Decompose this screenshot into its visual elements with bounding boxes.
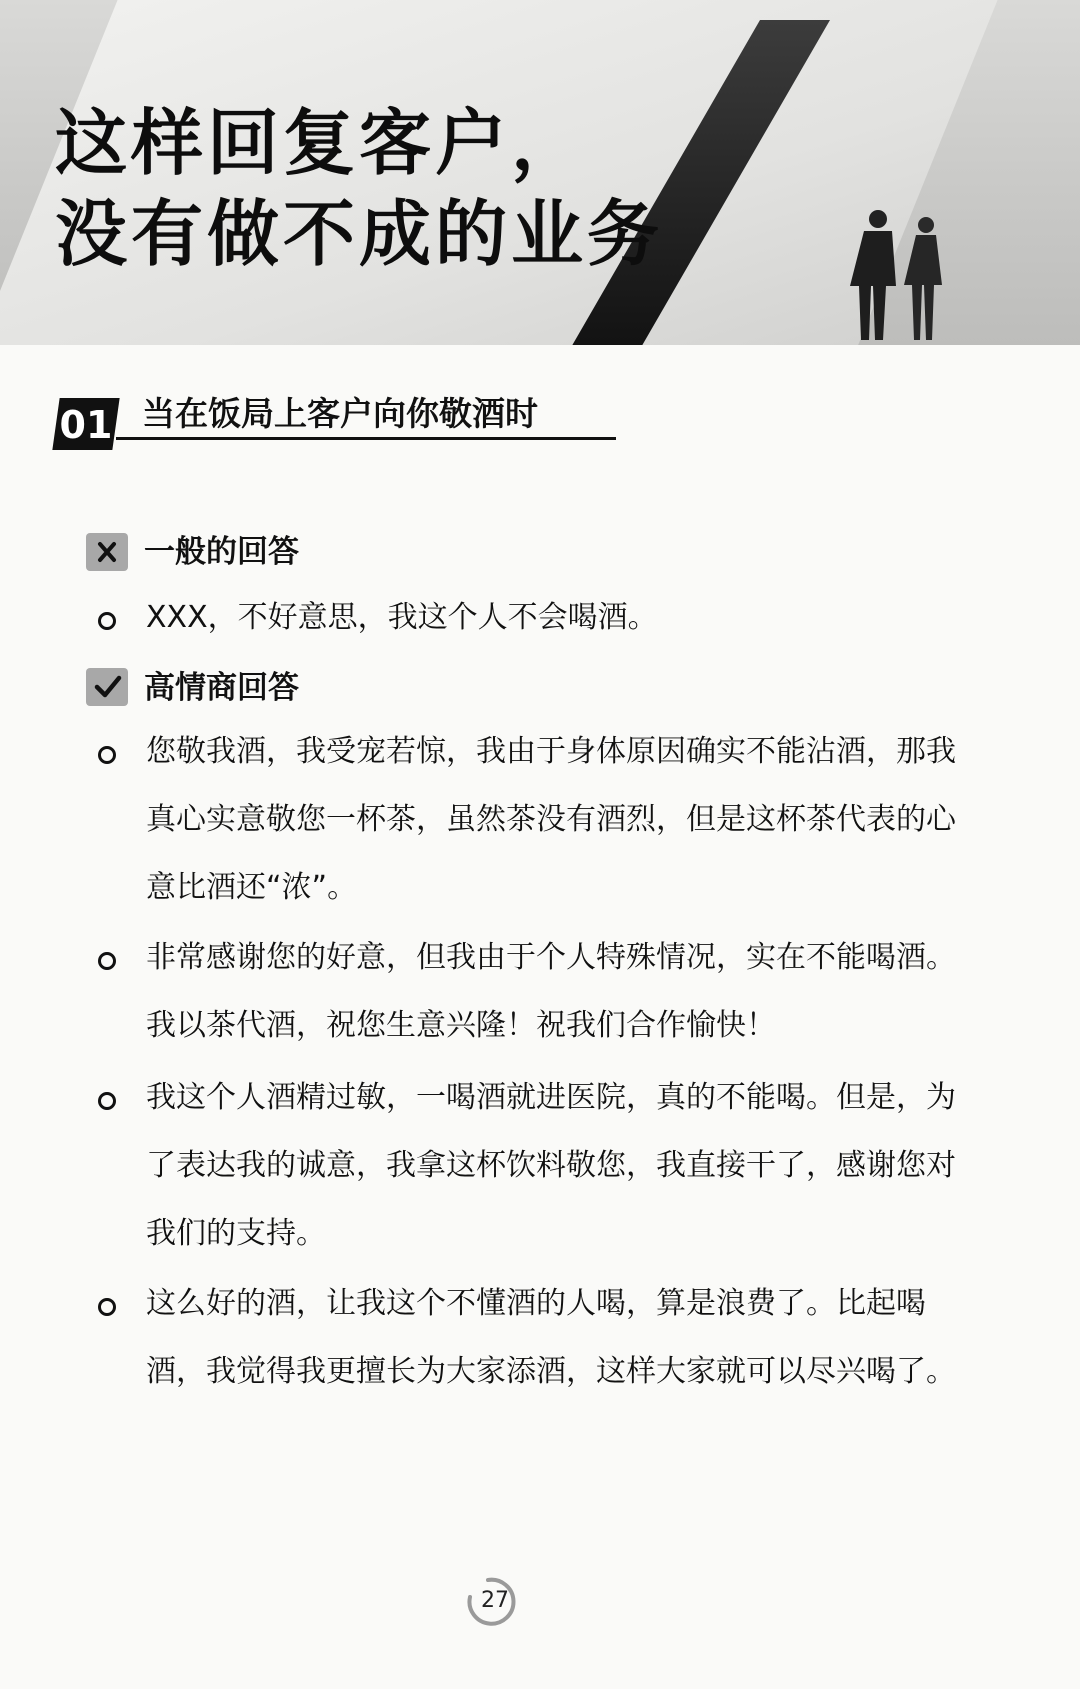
- list-item-text: 这么好的酒，让我这个不懂酒的人喝，算是浪费了。比起喝酒，我觉得我更擅长为大家添酒，这样大家就可以尽兴喝了。: [146, 1286, 956, 1389]
- page-title-line-2: 没有做不成的业务: [55, 192, 664, 276]
- bullet-circle-icon: [98, 952, 116, 970]
- bullet-circle-icon: [98, 746, 116, 764]
- section-title: 当在饭局上客户向你敬酒时: [142, 394, 538, 433]
- list-item-text: 您敬我酒，我受宠若惊，我由于身体原因确实不能沾酒，那我真心实意敬您一杯茶，虽然茶没有酒烈，但是这杯茶代表的心意比酒还“浓”。: [146, 734, 956, 905]
- bullet-circle-icon: [98, 1298, 116, 1316]
- list-item-text: XXX，不好意思，我这个人不会喝酒。: [146, 600, 658, 635]
- smart-answer-label: 高情商回答: [144, 670, 299, 706]
- section-underline: [116, 437, 616, 440]
- check-icon: [92, 673, 122, 701]
- list-item-text: 非常感谢您的好意，但我由于个人特殊情况，实在不能喝酒。我以茶代酒，祝您生意兴隆！祝我们合作愉快！: [146, 940, 956, 1043]
- section-number: 01: [59, 403, 113, 447]
- general-answer-badge: [86, 533, 128, 571]
- general-answer-label: 一般的回答: [144, 534, 299, 570]
- page-number: 27: [481, 1588, 509, 1613]
- smart-answer-badge: [86, 668, 128, 706]
- cross-icon: [92, 538, 122, 566]
- page-title-line-1: 这样回复客户，: [55, 101, 588, 185]
- list-item-text: 我这个人酒精过敏，一喝酒就进医院，真的不能喝。但是，为了表达我的诚意，我拿这杯饮料敬您，我直接干了，感谢您对我们的支持。: [146, 1080, 956, 1251]
- bullet-circle-icon: [98, 612, 116, 630]
- bullet-circle-icon: [98, 1092, 116, 1110]
- business-people-icon: [840, 205, 960, 340]
